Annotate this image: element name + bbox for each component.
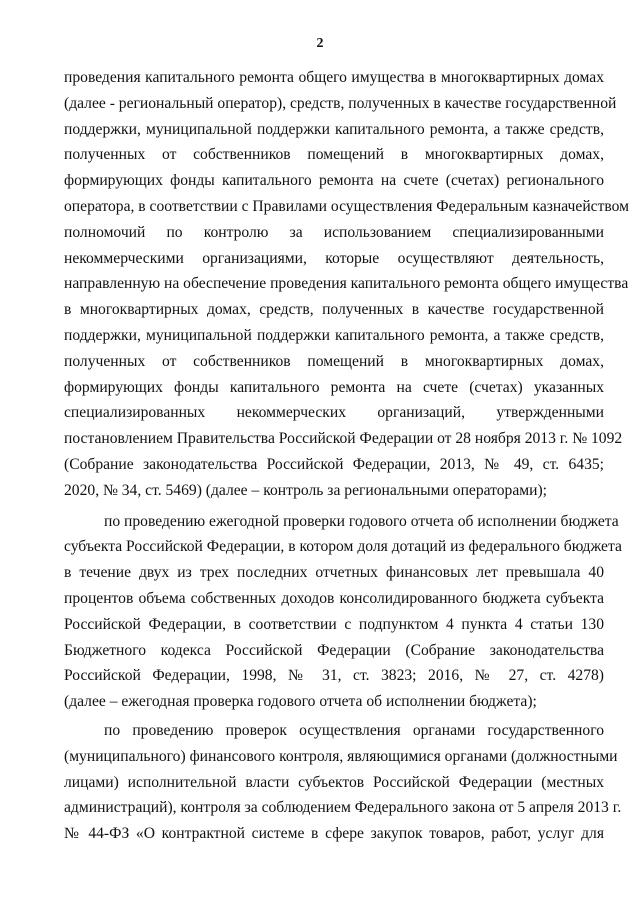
text-line: в течение двух из трех последних отчетных финансовых лет превышала 40 xyxy=(64,564,604,582)
text-line: лицами) исполнительной власти субъектов Российской Федерации (местных xyxy=(64,773,604,791)
paragraph xyxy=(64,65,630,504)
text-line: Российской Федерации, в соответствии с подпунктом 4 пункта 4 статьи 130 xyxy=(64,615,604,633)
text-line: полномочий по контролю за использованием специализированными xyxy=(64,223,604,241)
text-line: поддержки, муниципальной поддержки капитального ремонта, а также средств, xyxy=(64,120,604,138)
text-line: формирующих фонды капитального ремонта на счете (счетах) регионального xyxy=(64,172,604,190)
paragraph xyxy=(64,718,622,847)
text-line: Бюджетного кодекса Российской Федерации (Собрание законодательства xyxy=(64,641,604,659)
text-line: процентов объема собственных доходов консолидированного бюджета субъекта xyxy=(64,589,604,607)
paragraph xyxy=(64,509,622,715)
text-line: (далее - региональный оператор), средств, полученных в качестве государственной xyxy=(64,94,617,112)
text-line: полученных от собственников помещений в многоквартирных домах, xyxy=(64,352,604,370)
text-line: 2020, № 34, ст. 5469) (далее – контроль за региональными операторами); xyxy=(64,481,548,499)
text-line: (Собрание законодательства Российской Федерации, 2013, № 49, ст. 6435; xyxy=(64,455,604,473)
text-line: (далее – ежегодная проверка годового отчета об исполнении бюджета); xyxy=(64,693,537,711)
text-line: некоммерческими организациями, которые осуществляют деятельность, xyxy=(64,249,604,267)
text-line: субъекта Российской Федерации, в котором доля дотаций из федерального бюджета xyxy=(64,538,622,556)
text-line: (муниципального) финансового контроля, являющимися органами (должностными xyxy=(64,747,618,765)
text-line: проведения капитального ремонта общего имущества в многоквартирных домах xyxy=(64,69,604,86)
text-line: по проведению ежегодной проверки годового отчета об исполнении бюджета xyxy=(104,512,619,530)
text-line: оператора, в соответствии с Правилами осуществления Федеральным казначейством xyxy=(64,197,630,215)
text-line: поддержки, муниципальной поддержки капитального ремонта, а также средств, xyxy=(64,326,604,344)
page-number: 2 xyxy=(316,36,324,51)
text-line: администраций), контроля за соблюдением Федерального закона от 5 апреля 2013 г. xyxy=(64,799,622,817)
text-line: Российской Федерации, 1998, № 31, ст. 3823; 2016, № 27, ст. 4278) xyxy=(64,667,604,685)
text-line: полученных от собственников помещений в многоквартирных домах, xyxy=(64,146,604,164)
text-line: формирующих фонды капитального ремонта на счете (счетах) указанных xyxy=(64,378,604,396)
text-line: в многоквартирных домах, средств, полученных в качестве государственной xyxy=(64,301,604,319)
text-line: специализированных некоммерческих организаций, утвержденными xyxy=(64,404,604,422)
text-line: постановлением Правительства Российской Федерации от 28 ноября 2013 г. № 1092 xyxy=(64,430,623,448)
text-line: по проведению проверок осуществления органами государственного xyxy=(104,721,604,739)
text-line: № 44-ФЗ «О контрактной системе в сфере закупок товаров, работ, услуг для xyxy=(64,825,604,843)
document-body xyxy=(64,65,630,847)
text-line: направленную на обеспечение проведения капитального ремонта общего имущества xyxy=(64,275,629,293)
